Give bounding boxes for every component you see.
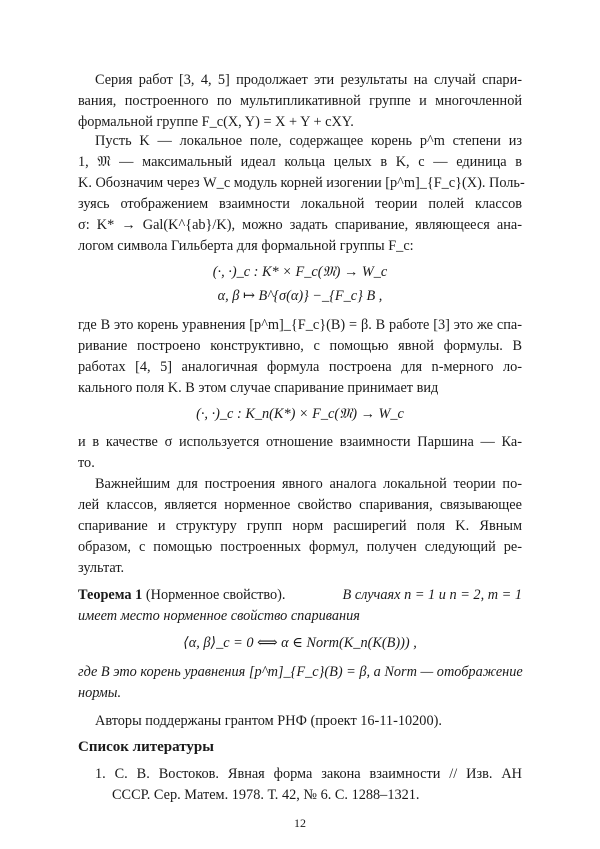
- text-line: спаривание и структуру групп норм расширегий поля K. Явным: [78, 518, 522, 534]
- theorem-heading: Теорема 1: [78, 587, 143, 603]
- references-heading: Список литературы: [78, 739, 214, 755]
- text-line: вания, построенного по мультипликативной группе и многочленной: [78, 93, 522, 109]
- formula-line: α, β ↦ B^{σ(α)} −_{F_c} B ,: [217, 288, 383, 304]
- text-line: σ: K* → Gal(K^{ab}/K), можно задать спаривание, являющееся ана-: [78, 217, 522, 233]
- reference-item-continuation: СССР. Сер. Матем. 1978. Т. 42, № 6. С. 1288–1321.: [112, 787, 420, 803]
- text-line: зуясь отображением взаимности локальной теории полей классов: [78, 196, 522, 212]
- text-line: то.: [78, 455, 95, 471]
- text-line: образом, с помощью построенных формул, получен следующий ре-: [78, 539, 522, 555]
- acknowledgement: Авторы поддержаны грантом РНФ (проект 16-11-10200).: [95, 713, 442, 729]
- formula-line: (·, ·)_c : K* × F_c(𝔐) → W_c: [212, 264, 388, 280]
- theorem-first-line: [78, 586, 522, 604]
- theorem-formula: ⟨α, β⟩_c = 0 ⟺ α ∈ Norm(K_n(K(B))) ,: [183, 635, 417, 651]
- theorem-text: В случаях n = 1 и n = 2, m = 1: [342, 587, 522, 603]
- theorem-text: где B это корень уравнения [p^m]_{F_c}(B) = β, а Norm — отображение: [78, 664, 523, 680]
- text-line: и в качестве σ используется отношение взаимности Паршина — Ка-: [78, 434, 522, 450]
- theorem-title: (Норменное свойство).: [145, 587, 286, 603]
- text-line: кального поля K. В этом случае спаривание принимает вид: [78, 380, 439, 396]
- text-line: где B это корень уравнения [p^m]_{F_c}(B) = β. В работе [3] это же спа-: [78, 317, 522, 333]
- text-line: ривание построено конструктивно, с помощью явной формулы. В: [78, 338, 522, 354]
- text-line: Пусть K — локальное поле, содержащее корень p^m степени из: [95, 133, 522, 149]
- reference-item: 1. С. В. Востоков. Явная форма закона взаимности // Изв. АН: [95, 766, 522, 782]
- theorem-text: имеет место норменное свойство спаривания: [78, 608, 360, 624]
- text-line: Серия работ [3, 4, 5] продолжает эти результаты на случай спари-: [95, 72, 522, 88]
- display-formula: (·, ·)_c : K_n(K*) × F_c(𝔐) → W_c: [196, 406, 404, 422]
- text-line: лей классов, является норменное свойство спаривания, связывающее: [78, 497, 522, 513]
- text-line: Важнейшим для построения явного аналога локальной теории по-: [95, 476, 522, 492]
- text-line: формальной группе F_c(X, Y) = X + Y + cXY.: [78, 114, 354, 130]
- text-line: зультат.: [78, 560, 125, 576]
- text-line: работах [4, 5] аналогичная формула построена для n-мерного ло-: [78, 359, 522, 375]
- text-line: логом символа Гильберта для формальной группы F_c:: [78, 238, 414, 254]
- text-line: 1, 𝔐 — максимальный идеал кольца целых в K, c — единица в: [78, 154, 522, 170]
- page-number: 12: [294, 816, 306, 830]
- theorem-text: нормы.: [78, 685, 122, 701]
- text-line: K. Обозначим через W_c модуль корней изогении [p^m]_{F_c}(X). Поль-: [78, 175, 525, 191]
